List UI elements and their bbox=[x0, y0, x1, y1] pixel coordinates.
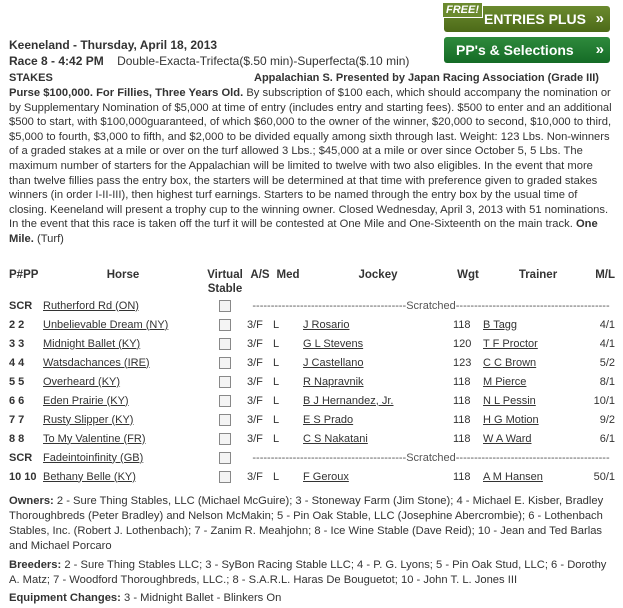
age-sex: 3/F bbox=[247, 470, 263, 483]
equipment-label: Equipment Changes: bbox=[9, 592, 121, 604]
pp-selections-button[interactable] bbox=[444, 37, 610, 63]
virtual-stable-checkbox[interactable] bbox=[219, 319, 231, 331]
weight: 118 bbox=[453, 375, 471, 388]
weight: 118 bbox=[453, 318, 471, 331]
virtual-stable-checkbox-cell[interactable] bbox=[203, 410, 247, 429]
virtual-stable-checkbox[interactable] bbox=[219, 376, 231, 388]
trainer-link[interactable]: B Tagg bbox=[483, 318, 518, 331]
medication: L bbox=[273, 318, 280, 331]
table-row bbox=[9, 296, 615, 315]
post-position: SCR bbox=[9, 451, 33, 464]
weight: 118 bbox=[453, 470, 471, 483]
morning-line: 8/1 bbox=[599, 375, 615, 388]
jockey-link[interactable]: R Napravnik bbox=[303, 375, 364, 388]
post-position: 5 5 bbox=[9, 375, 25, 388]
virtual-stable-checkbox-cell[interactable] bbox=[203, 372, 247, 391]
double-chevron-icon: » bbox=[595, 41, 604, 58]
race-type: STAKES bbox=[9, 72, 53, 84]
virtual-stable-checkbox-cell[interactable] bbox=[203, 296, 247, 315]
trainer-link[interactable]: W A Ward bbox=[483, 432, 532, 445]
weight: 118 bbox=[453, 413, 471, 426]
age-sex: 3/F bbox=[247, 356, 263, 369]
breeders-text: 2 - Sure Thing Stables LLC; 3 - SyBon Racing Stable LLC; 4 - P. G. Lyons; 5 - Pin Oak Stud, LLC; 6 - Dorothy A. Matz; 7 - Woodford Thoroughbreds, LLC.; 8 - S.A.R.L. Haras De Bouguetot; 10 - John T. L. Jones III bbox=[9, 559, 607, 586]
table-row bbox=[9, 315, 615, 334]
table-row bbox=[9, 429, 615, 448]
virtual-stable-checkbox[interactable] bbox=[219, 395, 231, 407]
post-position: SCR bbox=[9, 299, 33, 312]
morning-line: 4/1 bbox=[599, 318, 615, 331]
virtual-stable-checkbox[interactable] bbox=[219, 452, 231, 464]
col-stable-label: Stable bbox=[207, 283, 243, 295]
purse: Purse $100,000. For Fillies, Three Years Old. bbox=[9, 87, 244, 99]
jockey-link[interactable]: G L Stevens bbox=[303, 337, 364, 350]
double-chevron-icon: » bbox=[595, 10, 604, 27]
post-position: 8 8 bbox=[9, 432, 25, 445]
jockey-link[interactable]: J Rosario bbox=[303, 318, 350, 331]
horse-link[interactable]: Watsdachances (IRE) bbox=[43, 356, 150, 369]
horse-link[interactable]: Overheard (KY) bbox=[43, 375, 121, 388]
medication: L bbox=[273, 337, 280, 350]
horse-link[interactable]: Eden Prairie (KY) bbox=[43, 394, 129, 407]
trainer-link[interactable]: A M Hansen bbox=[483, 470, 543, 483]
race-conditions bbox=[9, 86, 614, 247]
horse-link[interactable]: Fadeintoinfinity (GB) bbox=[43, 451, 144, 464]
virtual-stable-checkbox[interactable] bbox=[219, 471, 231, 483]
medication: L bbox=[273, 432, 280, 445]
virtual-stable-checkbox[interactable] bbox=[219, 433, 231, 445]
jockey-link[interactable]: B J Hernandez, Jr. bbox=[303, 394, 394, 407]
virtual-stable-checkbox[interactable] bbox=[219, 338, 231, 350]
horse-link[interactable]: Bethany Belle (KY) bbox=[43, 470, 136, 483]
wagers: Double-Exacta-Trifecta($.50 min)-Superfecta($.10 min) bbox=[117, 54, 410, 68]
horse-link[interactable]: Rutherford Rd (ON) bbox=[43, 299, 139, 312]
race-name: Appalachian S. Presented by Japan Racing Association (Grade III) bbox=[254, 72, 599, 84]
table-row bbox=[9, 334, 615, 353]
breeders-label: Breeders: bbox=[9, 559, 62, 571]
virtual-stable-checkbox-cell[interactable] bbox=[203, 429, 247, 448]
post-position: 2 2 bbox=[9, 318, 25, 331]
post-position: 4 4 bbox=[9, 356, 25, 369]
trainer-link[interactable]: M Pierce bbox=[483, 375, 527, 388]
free-badge: FREE! bbox=[442, 2, 483, 18]
col-ml: M/L bbox=[595, 269, 615, 281]
age-sex: 3/F bbox=[247, 394, 263, 407]
track-date: Keeneland - Thursday, April 18, 2013 bbox=[9, 38, 218, 52]
owners-label: Owners: bbox=[9, 495, 54, 507]
age-sex: 3/F bbox=[247, 318, 263, 331]
jockey-link[interactable]: C S Nakatani bbox=[303, 432, 368, 445]
weight: 120 bbox=[453, 337, 472, 350]
morning-line: 10/1 bbox=[593, 394, 615, 407]
owners-section bbox=[9, 494, 614, 554]
trainer-link[interactable]: N L Pessin bbox=[483, 394, 536, 407]
weight: 118 bbox=[453, 394, 471, 407]
col-trainer: Trainer bbox=[518, 269, 558, 281]
post-position: 3 3 bbox=[9, 337, 25, 350]
post-position: 10 10 bbox=[9, 470, 37, 483]
age-sex: 3/F bbox=[247, 375, 263, 388]
conditions-text: By subscription of $100 each, which should accompany the nomination or by Supplementary Nomination of $5,000 at time of entry (includes entry and starting fees). $500 to enter and an additional $500 to start, with $100,000guaranteed, of which $60,000 to the owner of the winner, $20,000 to second, $10,000 to third, $5,000 to fourth, $3,000 to fifth, and $2,000 to be divided equally among sixth through last. Weight: 123 Lbs. Non-winners of a graded stakes at a mile or over on the turf allowed 3 Lbs.; $45,000 at a mile or over since October 5, 5 Lbs. The maximum number of starters for the Appalachian will be limited to twelve with two also eligibles. In the event that more than twelve fillies pass the entry box, the starters will be determined at that time with preference given to graded stakes winners (in order I-II-III), then highest turf earnings. Starters to be named through the entry box by the usual time of closing. Keeneland will present a trophy cup to the winning owner. Closed Wednesday, April 3, 2013 with 51 nominations. In the event that this race is taken off the turf it will be contested at One Mile and One-Sixteenth on the main track. bbox=[9, 87, 612, 231]
pp-selections-label: PP's & Selections bbox=[456, 42, 574, 58]
surface: (Turf) bbox=[36, 232, 64, 245]
entries-table bbox=[9, 268, 615, 486]
morning-line: 5/2 bbox=[599, 356, 615, 369]
table-row bbox=[9, 353, 615, 372]
age-sex: 3/F bbox=[247, 432, 263, 445]
jockey-link[interactable]: F Geroux bbox=[303, 470, 349, 483]
post-position: 6 6 bbox=[9, 394, 25, 407]
virtual-stable-checkbox[interactable] bbox=[219, 414, 231, 426]
table-row bbox=[9, 372, 615, 391]
jockey-link[interactable]: E S Prado bbox=[303, 413, 354, 426]
virtual-stable-checkbox-cell[interactable] bbox=[203, 315, 247, 334]
virtual-stable-checkbox-cell[interactable] bbox=[203, 448, 247, 467]
table-row bbox=[9, 391, 615, 410]
virtual-stable-checkbox-cell[interactable] bbox=[203, 353, 247, 372]
virtual-stable-checkbox[interactable] bbox=[219, 357, 231, 369]
trainer-link[interactable]: H G Motion bbox=[483, 413, 539, 426]
virtual-stable-checkbox-cell[interactable] bbox=[203, 391, 247, 410]
horse-link[interactable]: Midnight Ballet (KY) bbox=[43, 337, 141, 350]
virtual-stable-checkbox-cell[interactable] bbox=[203, 467, 247, 486]
col-pp: P#PP bbox=[9, 269, 39, 281]
entries-plus-button[interactable] bbox=[444, 6, 610, 32]
morning-line: 50/1 bbox=[593, 470, 615, 483]
owners-text: 2 - Sure Thing Stables, LLC (Michael McGuire); 3 - Stoneway Farm (Jim Stone); 4 - Michael E. Kisber, Bradley Thoroughbreds (Peter Bradley) and Nelson McMakin; 5 - Pin Oak Stable, LLC (Josephine Abercrombie); 6 - Lothenbach Stables, Inc. (Robert J. Lothenbach); 7 - Zanim R. Meahjohn; 8 - Ice Wine Stable (Dave Reid); 10 - Jean and Ted Barlas and Michael Porcaro bbox=[9, 495, 604, 552]
table-row bbox=[9, 410, 615, 429]
horse-link[interactable]: To My Valentine (FR) bbox=[43, 432, 146, 445]
trainer-link[interactable]: T F Proctor bbox=[483, 337, 538, 350]
breeders-section bbox=[9, 558, 614, 588]
entries-plus-label: ENTRIES PLUS bbox=[484, 11, 586, 27]
equipment-text: 3 - Midnight Ballet - Blinkers On bbox=[124, 592, 282, 604]
col-as: A/S bbox=[250, 269, 270, 281]
horse-link[interactable]: Unbelievable Dream (NY) bbox=[43, 318, 169, 331]
age-sex: 3/F bbox=[247, 337, 263, 350]
weight: 123 bbox=[453, 356, 472, 369]
col-wgt: Wgt bbox=[457, 269, 479, 281]
col-horse: Horse bbox=[106, 269, 140, 281]
horse-link[interactable]: Rusty Slipper (KY) bbox=[43, 413, 134, 426]
col-virtual-stable bbox=[203, 268, 247, 296]
equipment-section bbox=[9, 592, 281, 604]
scratched-label: ------------------------------------------Scratched------------------------------------------ bbox=[252, 451, 610, 464]
medication: L bbox=[273, 470, 280, 483]
morning-line: 4/1 bbox=[599, 337, 615, 350]
weight: 118 bbox=[453, 432, 471, 445]
morning-line: 6/1 bbox=[599, 432, 615, 445]
race-time: Race 8 - 4:42 PM bbox=[9, 54, 104, 68]
age-sex: 3/F bbox=[247, 413, 263, 426]
jockey-link[interactable]: J Castellano bbox=[303, 356, 364, 369]
race-info bbox=[9, 54, 409, 68]
virtual-stable-checkbox[interactable] bbox=[219, 300, 231, 312]
distance: One Mile. bbox=[9, 218, 598, 245]
morning-line: 9/2 bbox=[599, 413, 615, 426]
col-med: Med bbox=[276, 269, 300, 281]
col-virtual-label: Virtual bbox=[207, 269, 243, 281]
table-row bbox=[9, 448, 615, 467]
table-header-row bbox=[9, 268, 615, 296]
medication: L bbox=[273, 375, 280, 388]
col-jockey: Jockey bbox=[358, 269, 398, 281]
scratched-label: ------------------------------------------Scratched------------------------------------------ bbox=[252, 299, 610, 312]
medication: L bbox=[273, 394, 280, 407]
trainer-link[interactable]: C C Brown bbox=[483, 356, 537, 369]
medication: L bbox=[273, 413, 280, 426]
virtual-stable-checkbox-cell[interactable] bbox=[203, 334, 247, 353]
post-position: 7 7 bbox=[9, 413, 25, 426]
table-row bbox=[9, 467, 615, 486]
medication: L bbox=[273, 356, 280, 369]
